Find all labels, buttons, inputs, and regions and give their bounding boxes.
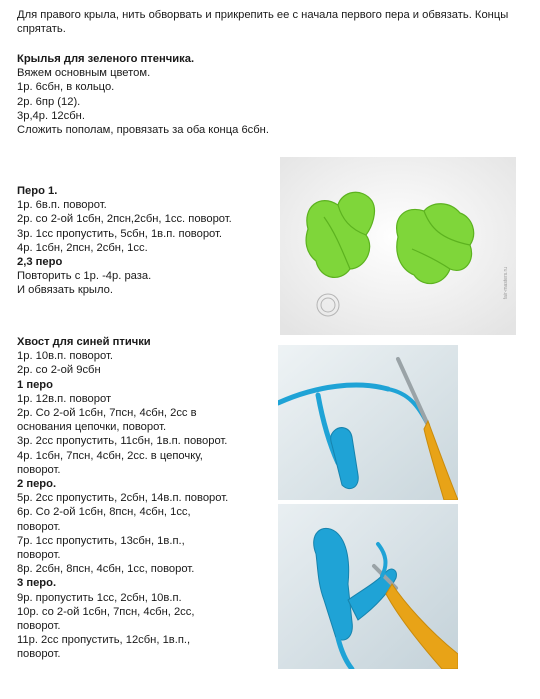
feather-line: 1р. 6в.п. поворот. — [17, 199, 107, 212]
tail-line: 10р. со 2-ой 1сбн, 7псн, 4сбн, 2сс, — [17, 605, 195, 618]
wings-line: 2р. 6пр (12). — [17, 95, 81, 108]
tail-line: поворот. — [17, 620, 61, 633]
feather-line: И обвязать крыло. — [17, 284, 113, 297]
tail-line: 7р. 1сс пропустить, 13сбн, 1в.п., — [17, 534, 185, 547]
tail-line: 5р. 2сс пропустить, 2сбн, 14в.п. поворот. — [17, 492, 229, 505]
feather-section — [17, 184, 307, 298]
wings-title: Крылья для зеленого птенчика. — [17, 53, 195, 65]
feather-line: Повторить с 1р. -4р. раза. — [17, 270, 152, 283]
watermark-text: fair-masters.ru — [502, 267, 509, 300]
feather-line: 2р. со 2-ой 1сбн, 2псн,2сбн, 1сс. поворот. — [17, 213, 232, 226]
wings-section — [17, 52, 527, 137]
tail-line: 6р. Со 2-ой 1сбн, 8псн, 4сбн, 1сс, — [17, 506, 191, 519]
tail-line: 1р. 12в.п. поворот — [17, 392, 112, 405]
blue-tail-photo-step2 — [278, 504, 458, 669]
tail-line: 1р. 10в.п. поворот. — [17, 350, 113, 363]
tail-line: 2р. со 2-ой 9сбн — [17, 364, 101, 377]
tail-line: поворот. — [17, 463, 61, 476]
feather-title: Перо 1. — [17, 185, 58, 197]
feather-line: 4р. 1сбн, 2псн, 2сбн, 1сс. — [17, 241, 148, 254]
intro-text: Для правого крыла, нить обворвать и прикрепить ее с начала первого пера и обвязать. Концы спрятать. — [17, 9, 509, 36]
tail-feather-2-title: 2 перо. — [17, 478, 57, 491]
intro-paragraph — [17, 8, 527, 36]
tail-line: 11р. 2сс пропустить, 12сбн, 1в.п., — [17, 634, 191, 647]
tail-title: Хвост для синей птички — [17, 336, 151, 348]
tail-line: 4р. 1сбн, 7псн, 4сбн, 2сс. в цепочку, — [17, 449, 203, 462]
tail-line: поворот. — [17, 549, 61, 562]
tail-line: 9р. пропустить 1сс, 2сбн, 10в.п. — [17, 591, 182, 604]
tail-line: 3р. 2сс пропустить, 11сбн, 1в.п. поворот. — [17, 435, 228, 448]
wings-line: Вяжем основным цветом. — [17, 67, 151, 80]
tail-feather-1-title: 1 перо — [17, 378, 53, 391]
wings-line: Сложить пополам, провязать за оба конца 6сбн. — [17, 124, 269, 137]
blue-tail-photo-step1 — [278, 345, 458, 500]
tail-line: основания цепочки, поворот. — [17, 421, 167, 434]
feather-line: 3р. 1сс пропустить, 5сбн, 1в.п. поворот. — [17, 227, 223, 240]
wings-line: 3р,4р. 12сбн. — [17, 109, 85, 122]
tail-line: 8р. 2сбн, 8псн, 4сбн, 1сс, поворот. — [17, 563, 195, 576]
tail-feather-3-title: 3 перо. — [17, 577, 57, 590]
tail-line: 2р. Со 2-ой 1сбн, 7псн, 4сбн, 2сс в — [17, 407, 197, 420]
green-wings-photo — [280, 157, 516, 335]
feather-subtitle: 2,3 перо — [17, 256, 63, 269]
tail-line: поворот. — [17, 520, 61, 533]
tail-line: поворот. — [17, 648, 61, 661]
tail-section — [17, 335, 307, 662]
wings-line: 1р. 6сбн, в кольцо. — [17, 81, 115, 94]
